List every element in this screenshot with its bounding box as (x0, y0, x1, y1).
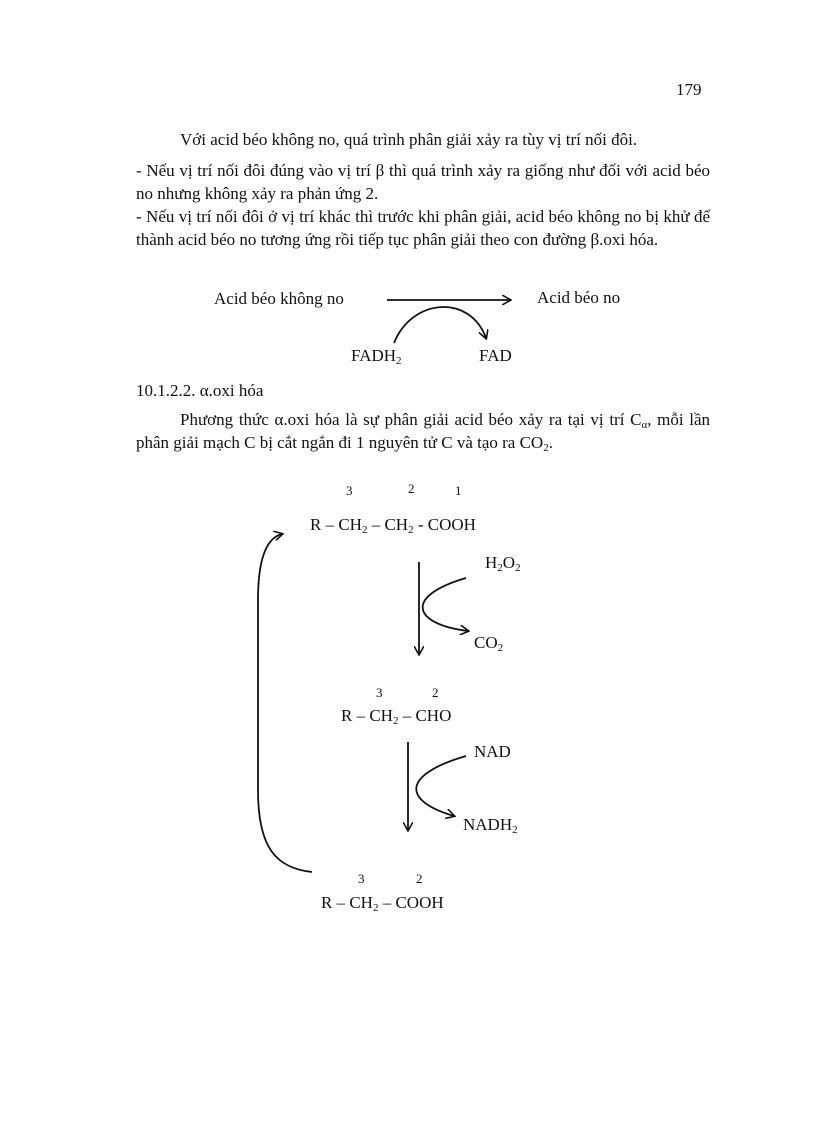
nadh2-label: $NADH_2$ (463, 815, 518, 836)
step1-side-arrow (423, 578, 468, 631)
carbon-number-3: 3 (346, 483, 353, 498)
nad-label: NAD (474, 742, 511, 761)
paragraph-beta-position: - Nếu vị trí nối đôi đúng vào vị trí β thì quá trình xảy ra giống như đối với acid béo no nhưng không xảy ra phản ứng 2. (136, 161, 710, 203)
page-number: 179 (676, 80, 702, 99)
aldehyde-carbon-number-3: 3 (376, 685, 383, 700)
cycle-return-arrow (258, 534, 312, 872)
aldehyde-formula: R – $CH_2$ – CHO (341, 706, 452, 727)
step2-side-arrow (416, 756, 466, 816)
fatty-acid-formula: R – $CH_2 - CH_2$ - COOH (310, 515, 476, 536)
aldehyde-carbon-number-2: 2 (432, 685, 439, 700)
unsaturated-fatty-acid-label: Acid béo không no (214, 289, 344, 308)
cofactor-curved-arrow (394, 307, 486, 343)
product-formula: R – $CH_2$ – COOH (321, 893, 444, 914)
co2-label: $CO_2$ (474, 633, 504, 654)
paragraph-alpha-oxidation: Phương thức α.oxi hóa là sự phân giải acid béo xảy ra tại vị trí $C_\alpha$, mỗi lần phân giải mạch C bị cắt ngắn đi 1 nguyên tử C và tạo ra $CO_2$. (136, 410, 710, 454)
h2o2-label: $H_2O_2$ (485, 553, 521, 574)
carbon-number-2: 2 (408, 481, 415, 496)
carbon-number-1: 1 (455, 483, 462, 498)
product-carbon-number-3: 3 (358, 871, 365, 886)
paragraph-other-position: - Nếu vị trí nối đôi ở vị trí khác thì trước khi phân giải, acid béo không no bị khử để thành acid béo no tương ứng rồi tiếp tục phân giải theo con đường β.oxi hóa. (136, 207, 710, 249)
saturated-fatty-acid-label: Acid béo no (537, 288, 621, 307)
fad-label: FAD (479, 346, 512, 365)
paragraph-unsaturated-intro: Với acid béo không no, quá trình phân giải xảy ra tùy vị trí nối đôi. (180, 130, 638, 149)
product-carbon-number-2: 2 (416, 871, 423, 886)
fadh2-label: $FADH_2$ (351, 346, 402, 367)
section-heading: 10.1.2.2. α.oxi hóa (136, 381, 264, 400)
